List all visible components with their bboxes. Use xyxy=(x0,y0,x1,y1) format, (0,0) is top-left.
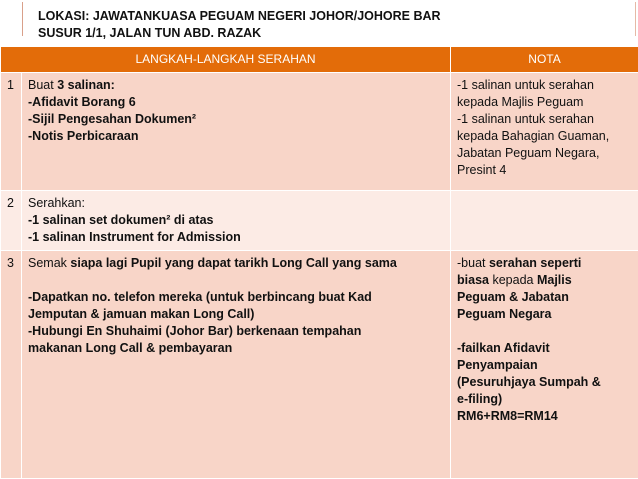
note-line: Jabatan Peguam Negara, xyxy=(457,146,600,160)
note-line: e-filing) xyxy=(457,392,503,406)
note-line: -1 salinan untuk serahan xyxy=(457,112,594,126)
step-text: Semak xyxy=(28,256,71,270)
step-line: Jemputan & jamuan makan Long Call) xyxy=(28,307,255,321)
note-line: Peguam Negara xyxy=(457,307,552,321)
spacer xyxy=(457,323,632,340)
note-text: kepada xyxy=(488,273,537,287)
step-line: -Dapatkan no. telefon mereka (untuk berbincang buat Kad xyxy=(28,290,372,304)
note-cell xyxy=(451,73,638,191)
note-line: -failkan Afidavit xyxy=(457,341,550,355)
note-line: kepada Majlis Peguam xyxy=(457,95,584,109)
step-line: -Sijil Pengesahan Dokumen² xyxy=(28,112,197,126)
step-line: -Notis Perbicaraan xyxy=(28,129,139,143)
note-text-bold: Majlis xyxy=(536,273,572,287)
note-text: -buat xyxy=(457,256,489,270)
step-line: Serahkan: xyxy=(28,196,85,210)
note-text-bold: serahan seperti xyxy=(488,256,582,270)
table-row xyxy=(1,251,638,479)
note-line: kepada Bahagian Guaman, xyxy=(457,129,610,143)
note-cell xyxy=(451,191,638,251)
note-line: Presint 4 xyxy=(457,163,507,177)
step-cell xyxy=(22,191,451,251)
location-line-2: SUSUR 1/1, JALAN TUN ABD. RAZAK xyxy=(38,26,262,40)
step-line xyxy=(28,77,444,94)
note-line xyxy=(457,272,632,289)
row-number: 1 xyxy=(1,73,22,191)
note-line: -1 salinan untuk serahan xyxy=(457,78,594,92)
step-line: makanan Long Call & pembayaran xyxy=(28,341,233,355)
spacer xyxy=(28,272,444,289)
column-header-steps: LANGKAH-LANGKAH SERAHAN xyxy=(1,47,451,73)
step-line xyxy=(28,255,444,272)
note-line xyxy=(457,255,632,272)
step-cell xyxy=(22,251,451,479)
header-left-rule xyxy=(22,2,23,36)
note-line: (Pesuruhjaya Sumpah & xyxy=(457,375,601,389)
step-text: Buat xyxy=(28,78,58,92)
note-cell xyxy=(451,251,638,479)
note-text-bold: biasa xyxy=(457,273,489,287)
location-line-1: LOKASI: JAWATANKUASA PEGUAM NEGERI JOHOR/JOHORE BAR xyxy=(38,9,441,23)
table-row xyxy=(1,73,638,191)
note-line: Peguam & Jabatan xyxy=(457,290,569,304)
step-text-bold: 3 salinan: xyxy=(57,78,115,92)
column-header-note: NOTA xyxy=(451,47,638,73)
step-cell xyxy=(22,73,451,191)
header-right-rule xyxy=(635,2,636,36)
step-line: -1 salinan Instrument for Admission xyxy=(28,230,241,244)
step-line: -Afidavit Borang 6 xyxy=(28,95,136,109)
step-line: -Hubungi En Shuhaimi (Johor Bar) berkenaan tempahan xyxy=(28,324,362,338)
steps-table xyxy=(0,46,638,479)
row-number: 3 xyxy=(1,251,22,479)
row-number: 2 xyxy=(1,191,22,251)
location-header xyxy=(38,8,441,42)
step-line: -1 salinan set dokumen² di atas xyxy=(28,213,214,227)
step-text-bold: siapa lagi Pupil yang dapat tarikh Long Call yang sama xyxy=(70,256,397,270)
table-row xyxy=(1,191,638,251)
note-line: RM6+RM8=RM14 xyxy=(457,409,558,423)
note-line: Penyampaian xyxy=(457,358,538,372)
table-header-row xyxy=(1,47,638,73)
